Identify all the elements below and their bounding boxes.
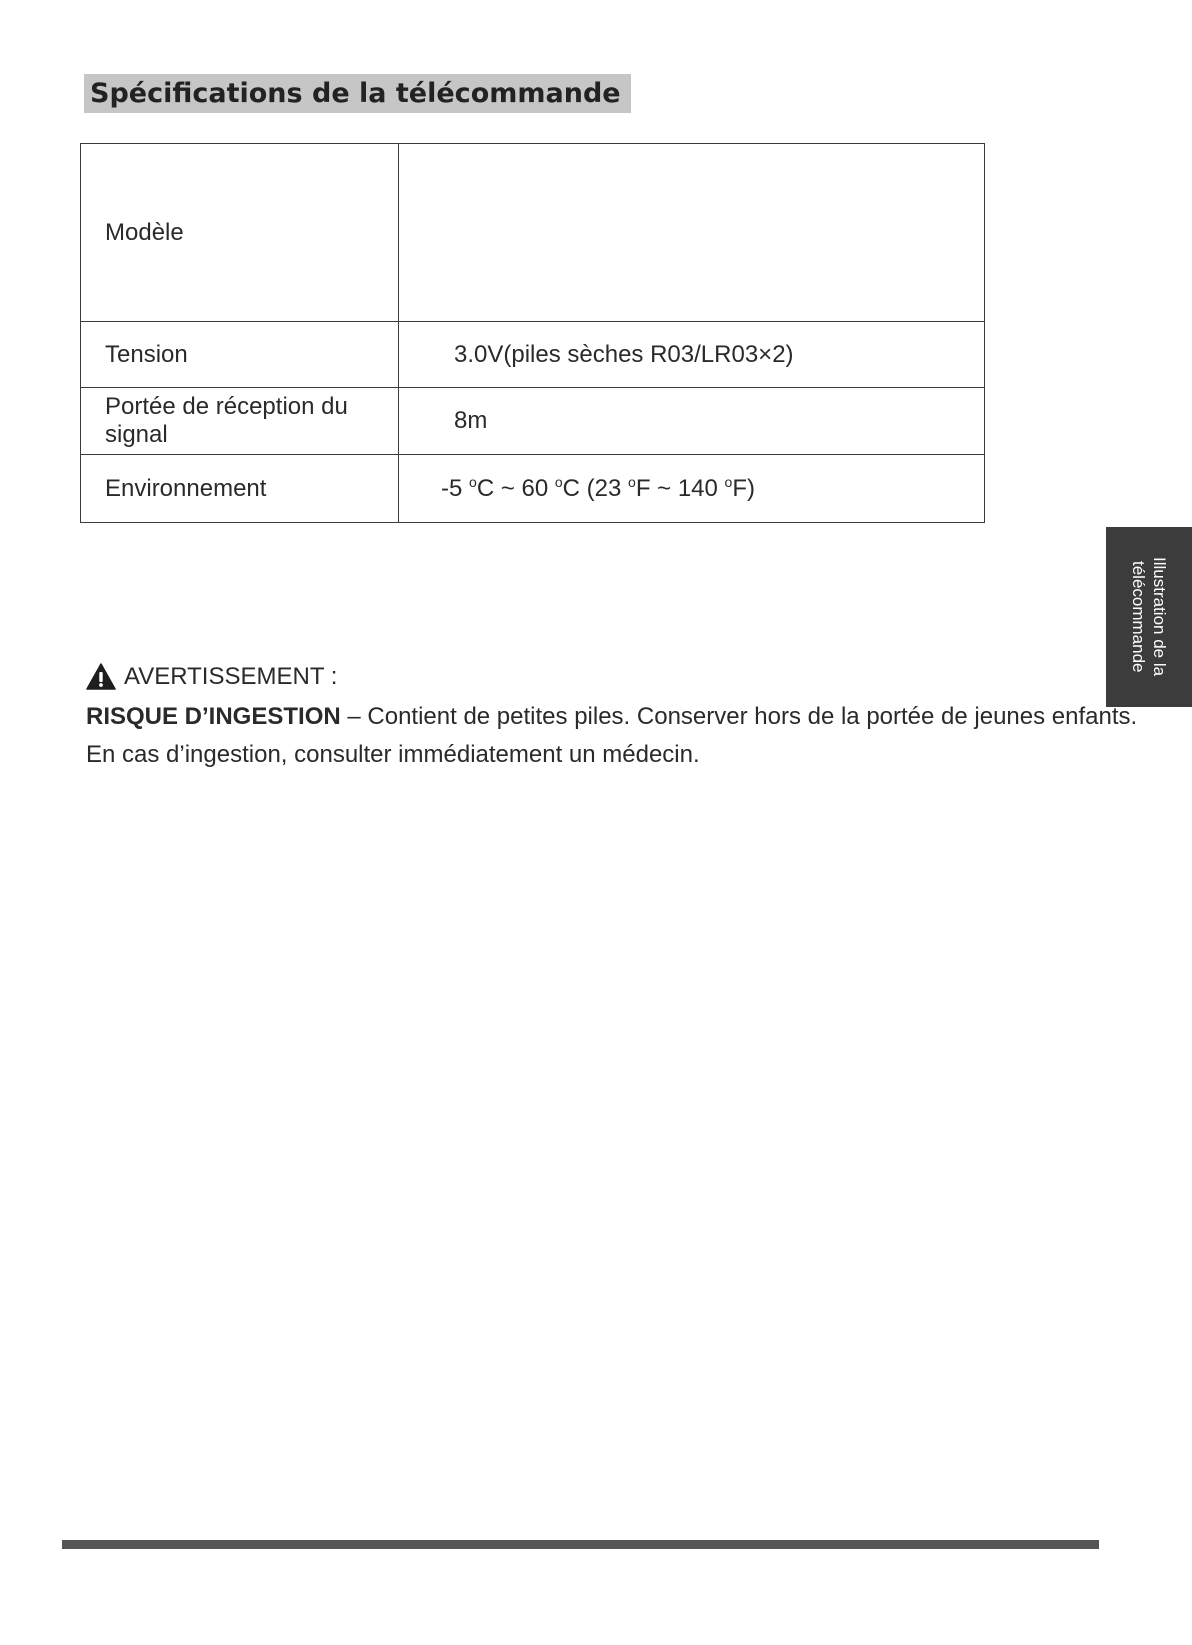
degree-mark: o bbox=[554, 474, 563, 490]
signal-range-value: 8m bbox=[399, 388, 985, 455]
table-row-model bbox=[81, 144, 985, 322]
spec-table bbox=[80, 143, 985, 523]
env-part-1: -5 bbox=[441, 475, 470, 502]
side-tab-text bbox=[1128, 557, 1170, 676]
signal-range-label: Portée de réception du signal bbox=[81, 388, 399, 455]
warning-text-1: – Contient de petites piles. Conserver hors de la portée de jeunes enfants. bbox=[340, 703, 1138, 730]
model-label: Modèle bbox=[81, 144, 399, 322]
degree-mark: o bbox=[469, 474, 477, 490]
tension-value: 3.0V(piles sèches R03/LR03×2) bbox=[399, 322, 985, 388]
degree-mark: o bbox=[724, 474, 733, 490]
degree-mark: o bbox=[628, 474, 636, 490]
env-part-5: F) bbox=[732, 475, 755, 502]
env-part-3: C (23 bbox=[562, 475, 629, 502]
section-title-box bbox=[84, 74, 631, 113]
page-title: Spécifications de la télécommande bbox=[90, 78, 621, 109]
side-tab-line-2: télécommande bbox=[1129, 561, 1148, 673]
warning-block bbox=[86, 660, 1138, 774]
environment-label: Environnement bbox=[81, 455, 399, 523]
warning-heading: AVERTISSEMENT : bbox=[124, 663, 338, 690]
footer-rule bbox=[62, 1540, 1099, 1549]
table-row-environment bbox=[81, 455, 985, 523]
table-row-signal-range bbox=[81, 388, 985, 455]
tension-label: Tension bbox=[81, 322, 399, 388]
warning-line-2: En cas d’ingestion, consulter immédiatement un médecin. bbox=[86, 741, 700, 768]
warning-line-1 bbox=[86, 698, 1138, 736]
env-part-4: F ~ 140 bbox=[635, 475, 725, 502]
env-part-2: C ~ 60 bbox=[476, 475, 555, 502]
table-row-tension bbox=[81, 322, 985, 388]
environment-value bbox=[399, 455, 985, 523]
warning-triangle-icon bbox=[86, 663, 116, 691]
model-value bbox=[399, 144, 985, 322]
side-tab-line-1: Illustration de la bbox=[1150, 557, 1169, 677]
side-section-tab bbox=[1106, 527, 1192, 707]
ingestion-risk-label: RISQUE D’INGESTION bbox=[86, 703, 341, 730]
warning-heading-row bbox=[86, 660, 1006, 694]
